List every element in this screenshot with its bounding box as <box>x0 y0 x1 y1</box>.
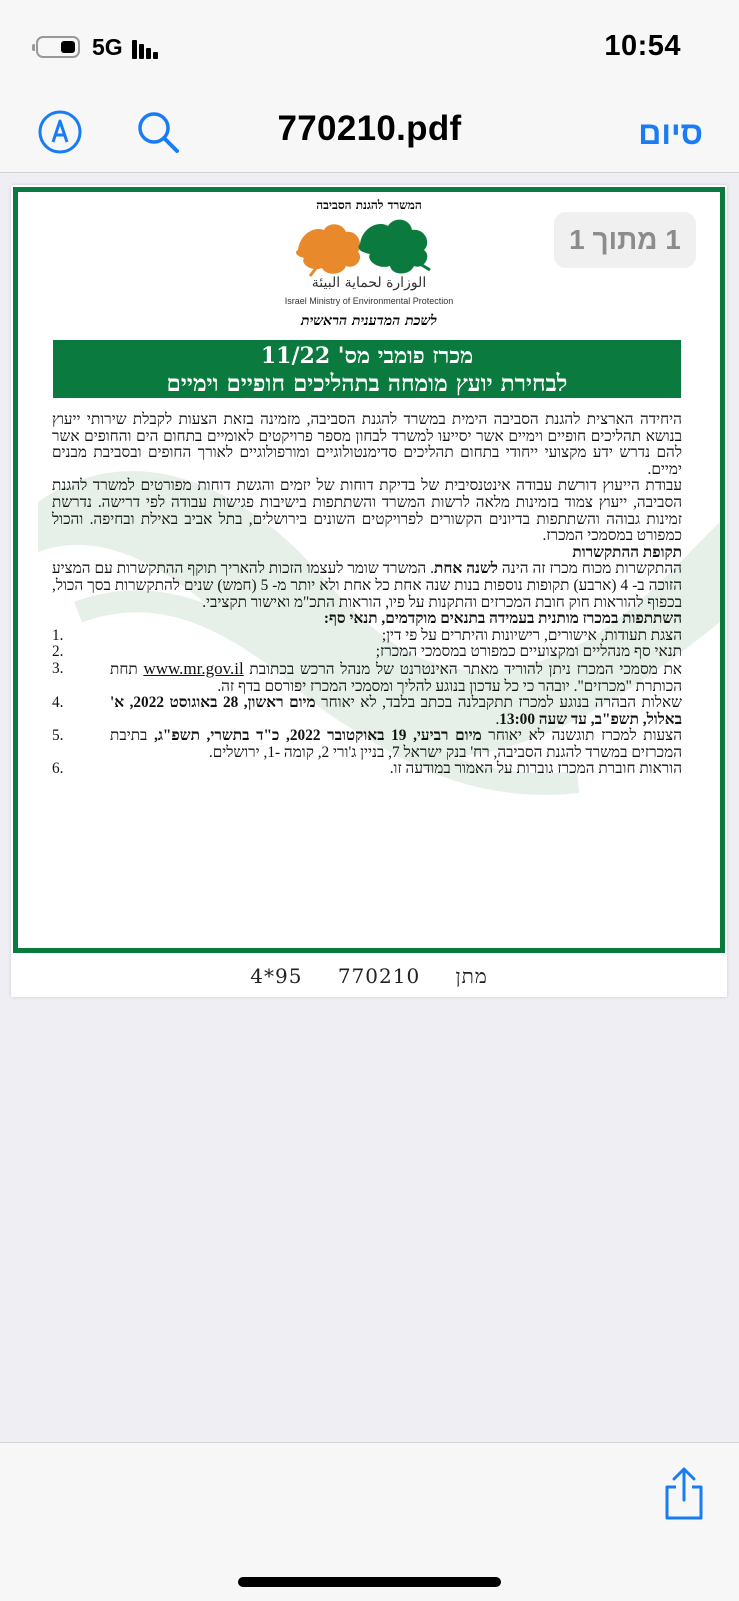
ad-code: 770210 <box>337 964 421 988</box>
document-title: 770210.pdf <box>277 109 462 148</box>
ad-footer <box>11 955 727 997</box>
tender-number: מכרז פומבי מס' 11/22 <box>260 343 474 369</box>
share-icon[interactable] <box>662 1467 706 1521</box>
status-bar <box>0 0 739 95</box>
notice-body <box>52 412 682 778</box>
intro-paragraph: היחידה הארצית להגנת הסביבה הימית במשרד להגנת הסביבה, מזמינה בזאת הצעות לקבלת שירותי ייעוץ בנושא תהליכים חופיים וימיים אשר יסייעו למשרד לבחון מספר פרויקטים לאומיים בתחום הים והחופים אשר להם נדרש ידע מקצועי ייחודי בתחום תהליכים סדימנטולוגיים ומורפולוגיים לאורך החופים ובסביבת מבנים ימיים. <box>52 411 682 478</box>
list-item: 2. תנאי סף מנהליים ומקצועיים כמפורט במסמכי המכרז; <box>52 643 682 661</box>
chief-scientist-office: לשכת המדענית הראשית <box>301 313 437 329</box>
home-indicator[interactable] <box>238 1577 501 1587</box>
done-button[interactable]: סיום <box>638 115 703 151</box>
status-time: 10:54 <box>604 30 681 62</box>
list-item: 4. שאלות הבהרה בנוגע למכרז תתקבלנה בכתב בלבד, לא יאוחר מיום ראשון, 28 באוגוסט 2022, א' באלול, תשפ"ב, עד שעה 13:00. <box>52 694 682 728</box>
ad-publisher: מתן <box>455 964 488 988</box>
ministry-leaves-logo <box>290 214 440 280</box>
scope-paragraph: עבודת הייעוץ דורשת עבודה אינטנסיבית של בדיקת דוחות של יזמים והגשת דוחות מפורטים למשרד להגנת הסביבה, ייעוץ צמוד בזמינות מלאה לרשות המשרד והשתתפות בישיבות פגישות עבודה לפי דרישה. נדרשת זמינות גבוהה והשתתפות בדיונים הקשורים לפרויקטים השונים בירושלים, בתל אביב באילת ובחיפה. והכול כמפורט במסמכי המכרז. <box>52 477 682 545</box>
tender-website-link[interactable]: www.mr.gov.il <box>143 658 244 678</box>
conditions-list <box>52 628 682 778</box>
navigation-bar <box>0 95 739 173</box>
notice-frame <box>13 187 725 953</box>
battery-icon <box>36 36 80 58</box>
list-item: 1. הצגת תעודות, אישורים, רישיונות והיתרים על פי דין; <box>52 626 682 644</box>
list-item: 3. את מסמכי המכרז ניתן להוריד מאתר האינטרנט של מנהל הרכש בכתובת www.mr.gov.il תחת הכותרת "מכרזים". יובהר כי כל עדכון בנוגע להליך ומסמכי המכרז יפורסם בדף זה. <box>52 658 682 695</box>
tender-title-banner <box>53 340 681 398</box>
list-item: 5. הצעות למכרז תוגשנה לא יאוחר מיום רביעי, 19 באוקטובר 2022, כ"ד בתשרי, תשפ"ג, בתיבת המכרזים במשרד להגנת הסביבה, רח' בנק ישראל 7, בניין ג'ורי 2, קומה -1, ירושלים. <box>52 727 682 761</box>
signal-strength-icon <box>132 37 168 59</box>
period-heading: תקופת ההתקשרות <box>572 543 682 561</box>
pdf-page <box>11 185 727 997</box>
list-item: 6. הוראות חוברת המכרז גוברות על האמור במודעה זו. <box>52 760 682 778</box>
bottom-toolbar <box>0 1442 739 1601</box>
network-type: 5G <box>92 34 123 60</box>
tender-subject: לבחירת יועץ מומחה בתהליכים חופיים וימיים <box>166 370 568 397</box>
ministry-name-english: Israel Ministry of Environmental Protection <box>284 296 454 306</box>
period-paragraph: ההתקשרות מכוח מכרז זה הינה לשנה אחת. המשרד שומר לעצמו הזכות להאריך תוקף ההתקשרות עם המציע הזוכה ב- 4 (ארבע) תקופות נוספות בנות שנה אחת כל אחת ולא יותר מ- 5 (חמש) שנים להתקשרות בסך הכול, בכפוף להוראות חוק חובת המכרזים והתקנות על פיו, הוראות התכ"מ ואישור תקציבי. <box>52 560 682 611</box>
ministry-name-hebrew: המשרד להגנת הסביבה <box>316 198 422 212</box>
page-indicator: 1 מתוך 1 <box>554 212 696 268</box>
ad-size: 4*95 <box>250 964 303 988</box>
conditions-heading: השתתפות במכרז מותנית בעמידה בתנאים מוקדמים, תנאי סף: <box>323 610 682 628</box>
ministry-name-arabic: الوزارة لحماية البيئة <box>311 275 427 291</box>
